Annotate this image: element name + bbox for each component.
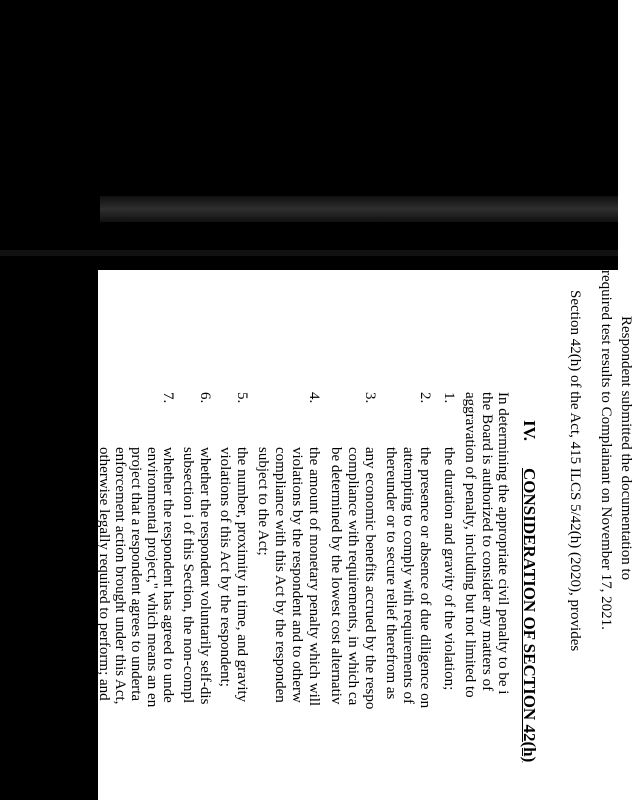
factor-line: thereunder or to secure relief therefrom as [383,447,399,700]
scan-dark-margin [0,270,98,800]
document-page [96,270,634,800]
factor-line: the duration and gravity of the violation; [441,447,457,691]
factor-number: 7. [160,392,176,404]
factor-line: the number, proximity in time, and gravity [234,447,250,703]
factor-line: the amount of monetary penalty which will [306,447,322,707]
factor-line: subject to the Act; [255,447,271,556]
scan-dark-area [0,0,618,270]
section-number: IV. [520,420,539,441]
section-title: CONSIDERATION OF SECTION 42(h) [520,468,539,763]
factor-number: 3. [362,392,378,404]
factor-line: otherwise legally required to perform; and [96,447,112,701]
scan-strip [0,250,618,256]
statute-intro: Section 42(h) of the Act, 415 ILCS 5/42(h) (2020), provides [567,290,583,652]
factor-number: 6. [197,392,213,404]
scan-gray-band [100,196,618,222]
factor-line: environmental project," which means an en [144,447,160,708]
partial-top-line: Respondent submitted the documentation to [618,316,634,581]
intro-line-2: the Board is authorized to consider any matters of [479,392,495,692]
intro-line-3: aggravation of penalty, including but not limited to [462,392,478,698]
factor-line: compliance with requirements, in which ca [345,447,361,706]
factor-line: enforcement action brought under this Act, [112,447,128,705]
factor-line: attempting to comply with requirements of [400,447,416,705]
factor-number: 1. [441,392,457,404]
factor-line: any economic benefits accrued by the respo [362,447,378,710]
factor-line: whether the respondent has agreed to unde [160,447,176,703]
factor-line: whether the respondent voluntarily self-dis [197,447,213,705]
factor-line: be determined by the lowest cost alternativ [328,447,344,705]
factor-line: compliance with this Act by the responden [272,447,288,703]
intro-line-1: In determining the appropriate civil penalty to be i [495,392,511,695]
factor-number: 4. [306,392,322,404]
factor-line: violations of this Act by the respondent; [217,447,233,687]
factor-line: subsection i of this Section, the non-compl [180,447,196,704]
factor-line: project that a respondent agrees to underta [128,447,144,702]
factor-number: 2. [417,392,433,404]
previous-paragraph-tail: required test results to Complainant on November 17, 2021. [598,270,614,630]
factor-line: the presence or absence of due diligence on [417,447,433,709]
factor-line: violations by the respondent and to otherw [289,447,305,703]
factor-number: 5. [234,392,250,404]
page-number: 5 [35,695,50,702]
